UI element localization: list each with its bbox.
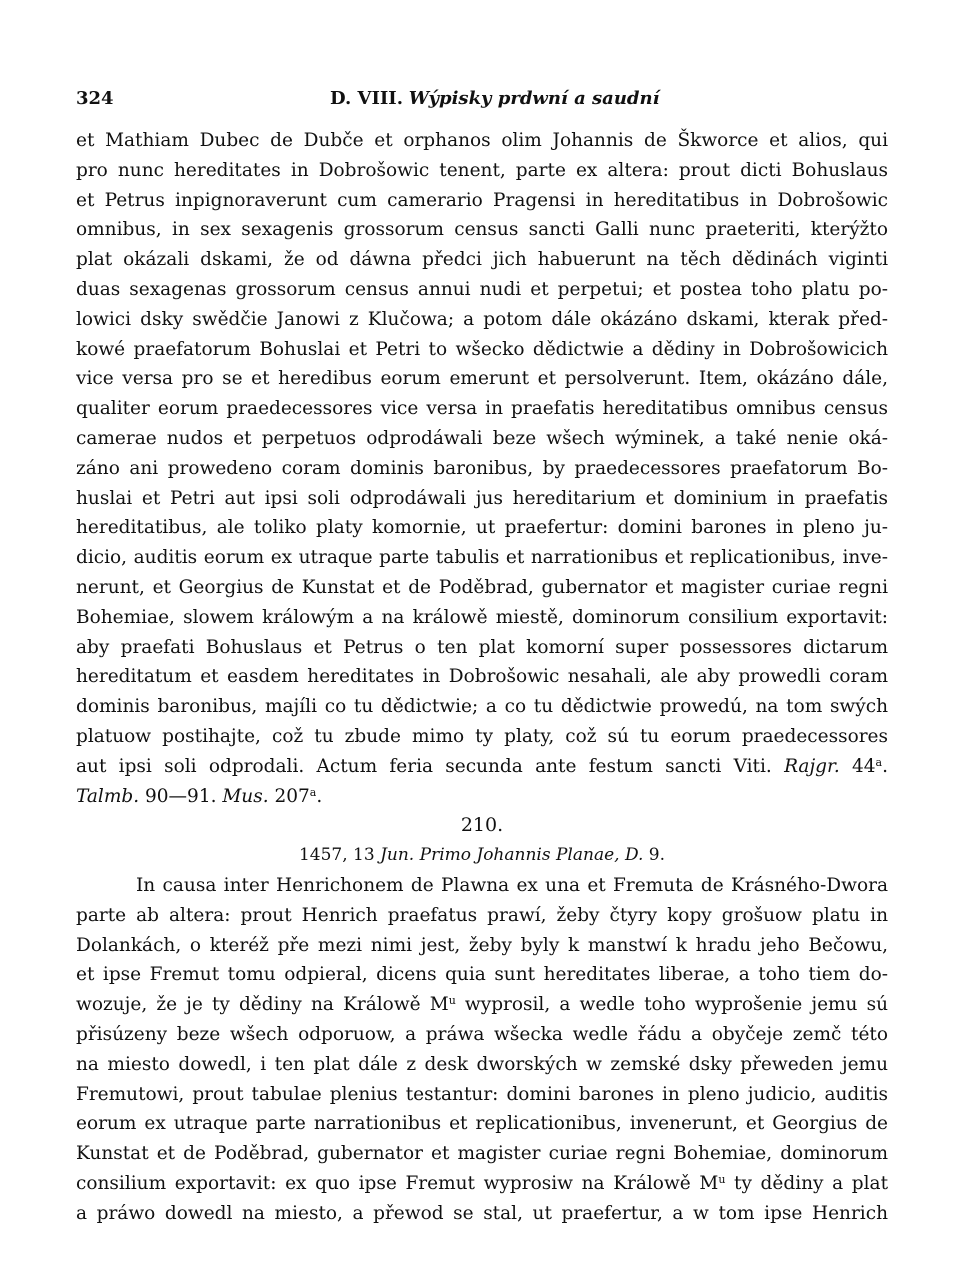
text-line: Kunstat et de Poděbrad, gubernator et magister curiae regni Bohemiae, dominorum [76, 1143, 888, 1165]
source-ref-rajgr-folio: 44 [839, 755, 876, 777]
running-head-section: D. VIII. [330, 88, 403, 109]
text-line: Fremutowi, prout tabulae plenius testantur: domini barones in pleno judicio, auditis [76, 1083, 888, 1105]
text-line: consilium exportavit: ex quo ipse Fremut wyprosiw na Králowě $M^u$ ty dědiny a plat [76, 1172, 888, 1194]
page-body [76, 126, 888, 1228]
page-number: 324 [76, 88, 114, 109]
text-line-final: aut ipsi soli odprodali. Actum feria secunda ante festum sancti Viti. Rajgr. 44$^a$. [76, 755, 888, 777]
abbreviation-superscript: u [448, 994, 456, 1008]
text-line: plat okázali dskami, že od dáwna předci jich habuerunt na těch dědinách viginti [76, 249, 888, 271]
folio-side-superscript: a [875, 755, 883, 769]
source-ref-talmb-folio: 90—91. [139, 785, 223, 807]
entry-dateline [76, 841, 888, 871]
text-line: hereditatibus, ale toliko platy komornie, ut praefertur: domini barones in pleno ju- [76, 517, 888, 539]
source-ref-talmb: Talmb. [76, 785, 140, 807]
entry-source: Primo Johannis Planae, D. [419, 845, 644, 866]
closing-text: aut ipsi soli odprodali. Actum feria secunda ante festum sancti Viti. [76, 755, 772, 777]
entry-date: 1457, 13 [298, 845, 375, 866]
text-line: et Mathiam Dubec de Dubče et orphanos olim Johannis de Škworce et alios, qui [76, 130, 888, 151]
text-line: záno ani prowedeno coram dominis baronibus, by praedecessores praefatorum Bo- [76, 457, 888, 479]
entry-number: 210. [460, 814, 504, 837]
text-line: duas sexagenas grossorum census annui nudi et perpetui; et postea toho platu po- [76, 278, 888, 300]
source-references: Talmb. 90—91. Mus. 207$^a$. [76, 785, 323, 807]
text-line: wozuje, že je ty dědiny na Králowě $M^u$ wyprosil, a wedle toho wyprošenie jemu sú [76, 994, 888, 1016]
text-line: kowé praefatorum Bohuslai et Petri to wšecko dědictwie a dědiny in Dobrošowicich [76, 338, 888, 360]
abbreviation-superscript: u [718, 1172, 726, 1186]
text-line: Dolankách, o kteréž pře mezi nimi jest, žeby byly k manstwí k hradu jeho Bečowu, [76, 934, 888, 956]
text-line: přisúzeny beze wšech odporuow, a práwa wšecka wedle řádu a obyčeje zemč této [76, 1023, 888, 1045]
text-line: na miesto dowedl, i ten plat dále z desk dworských w zemské dsky přeweden jemu [76, 1053, 888, 1075]
entry-source-page: 9. [643, 845, 665, 866]
text-line: et Petrus inpignoraverunt cum camerario Pragensi in hereditatibus in Dobrošowic [76, 189, 888, 211]
text-line: qualiter eorum praedecessores vice versa in praefatis hereditatibus omnibus census [76, 398, 888, 420]
text-line: Bohemiae, slowem králowým a na králowě miestě, dominorum consilium exportavit: [76, 606, 888, 628]
text-line: dominis baronibus, majíli co tu dědictwie; a co tu dědictwie prowedú, na tom swých [76, 696, 888, 718]
folio-side-superscript: a [309, 785, 317, 799]
page-header [76, 88, 886, 114]
text-line: camerae nudos et perpetuos odprodáwali beze wšech wýminek, a také nenie oká- [76, 427, 888, 449]
source-ref-mus: Mus. [222, 785, 269, 807]
text-line: dicio, auditis eorum ex utraque parte tabulis et narrationibus et replicationibus, inve- [76, 547, 888, 569]
text-line: hereditatum et easdem hereditates in Dobrošowic nesahali, ale aby prowedli coram [76, 666, 888, 688]
text-line: aby praefati Bohuslaus et Petrus o ten plat komorní super possessores dictarum [76, 636, 888, 658]
text-line: omnibus, in sex sexagenis grossorum census sancti Galli nunc praeteriti, kterýžto [76, 219, 888, 241]
text-line: parte ab altera: prout Henrich praefatus prawí, žeby čtyry kopy grošuow platu in [76, 904, 888, 926]
text-line: et ipse Fremut tomu odpieral, dicens quia sunt hereditates liberae, a toho tiem do- [76, 964, 888, 986]
text-line: nerunt, et Georgius de Kunstat et de Poděbrad, gubernator et magister curiae regni [76, 576, 888, 598]
text-line: a práwo dowedl na miesto, a přewod se stal, ut praefertur, a w tom ipse Henrich [76, 1202, 888, 1224]
text-line: vice versa pro se et heredibus eorum emerunt et persolverunt. Item, okázáno dále, [76, 368, 888, 390]
text-line: pro nunc hereditates in Dobrošowic tenent, parte ex altera: prout dicti Bohuslaus [76, 159, 888, 181]
text-line: eorum ex utraque parte narrationibus et replicationibus, invenerunt, et Georgius de [76, 1113, 888, 1135]
text-line: lowici dsky swědčie Janowi z Klučowa; a potom dále okázáno dskami, kterak před- [76, 308, 888, 330]
source-ref-mus-folio: 207 [268, 785, 310, 807]
text-line: In causa inter Henrichonem de Plawna ex una et Fremuta de Krásného-Dwora [136, 874, 888, 896]
source-ref-rajgr: Rajgr. [784, 755, 840, 777]
text-line: huslai et Petri aut ipsi soli odprodáwali jus hereditarium et dominium in praefatis [76, 487, 888, 509]
text-line: platuow postihajte, což tu zbude mimo ty platy, což sú tu eorum praedecessores [76, 725, 888, 747]
entry-month: Jun. [380, 845, 415, 866]
running-head-title: Wýpisky prdwní a saudní [408, 88, 660, 109]
running-head [330, 88, 659, 109]
